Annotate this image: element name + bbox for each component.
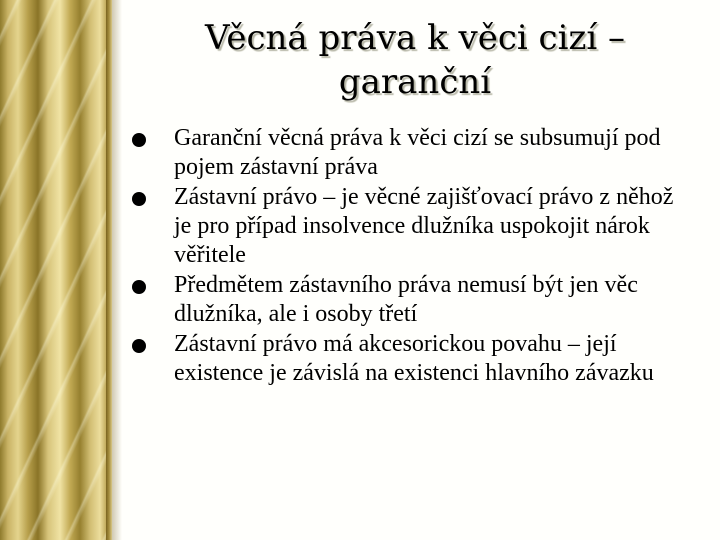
- decorative-gold-border: [0, 0, 112, 540]
- bullet-icon: [132, 339, 146, 353]
- bullet-item: [132, 271, 692, 329]
- bullet-icon: [132, 133, 146, 147]
- border-shadow: [112, 0, 122, 540]
- bullet-item: [132, 124, 692, 182]
- bullet-text: Zástavní právo má akcesorickou povahu – její existence je závislá na existenci hlavního závazku: [174, 331, 654, 386]
- bullet-item: [132, 183, 692, 270]
- bullet-list: [132, 124, 692, 389]
- bullet-text: Předmětem zástavního práva nemusí být jen věc dlužníka, ale i osoby třetí: [174, 272, 638, 327]
- bullet-icon: [132, 280, 146, 294]
- bullet-item: [132, 330, 692, 388]
- bullet-icon: [132, 192, 146, 206]
- slide-title: Věcná práva k věci cizí – garanční: [204, 18, 626, 102]
- bullet-text: Zástavní právo – je věcné zajišťovací právo z něhož je pro případ insolvence dlužníka uspokojit nárok věřitele: [174, 184, 674, 268]
- bullet-text: Garanční věcná práva k věci cizí se subsumují pod pojem zástavní práva: [174, 125, 661, 180]
